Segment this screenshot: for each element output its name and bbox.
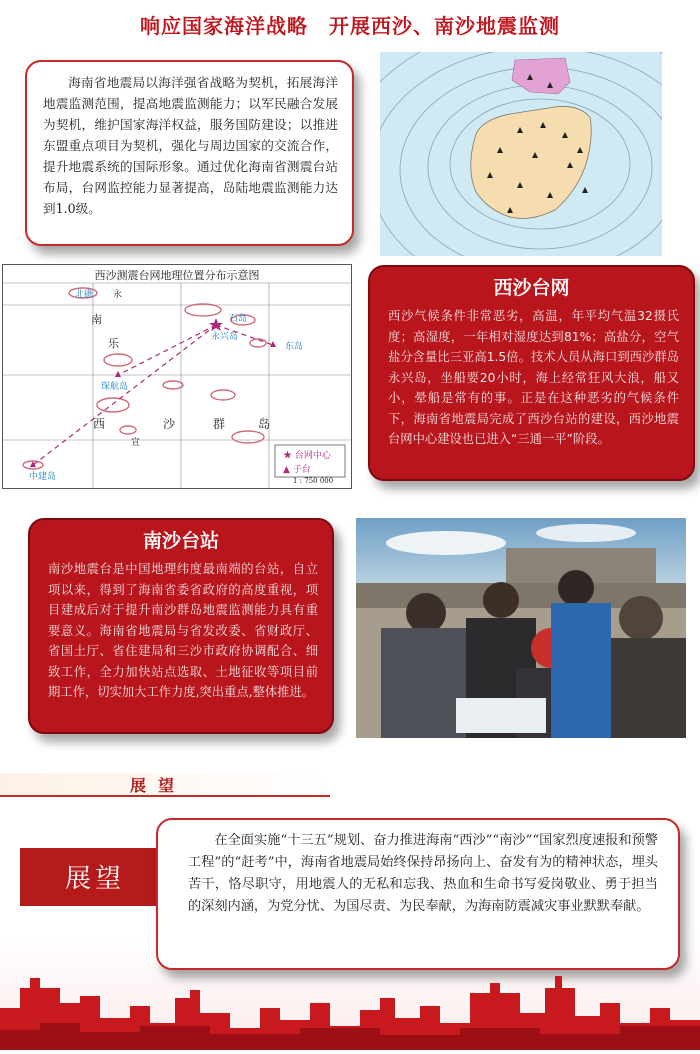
outlook-label: 展望 — [64, 864, 125, 894]
map-label-chenhang: 琛航岛 — [101, 382, 129, 392]
field-work-photo — [356, 518, 686, 738]
map-label-dao: 岛 — [258, 417, 271, 431]
xisha-map-title: 西沙测震台网地理位置分布示意图 — [94, 269, 260, 282]
page-title: 响应国家海洋战略 开展西沙、南沙地震监测 — [140, 14, 560, 38]
map-label-xi: 西 — [93, 417, 106, 431]
nansha-heading: 南沙台站 — [142, 530, 219, 552]
xisha-text: 西沙气候条件非常恶劣，高温，年平均气温32摄氏度；高湿度，一年相对湿度达到81%；高盐分，空气盐分含量比三亚高1.5倍。技术人员从海口到西沙群岛永兴岛，坐船要20小时，海上经常狂风大浪，船又小，晕船是常有的事。正是在这种恶劣的气候条件下，海南省地震局完成了西沙台站的建设，西沙地震台网中心建设也已进入“三通一平”阶段。 — [388, 309, 679, 446]
nansha-card — [28, 518, 334, 734]
hainan-seismic-map — [380, 52, 662, 256]
map-label-qun: 群 — [213, 417, 226, 431]
xisha-network-map — [2, 264, 352, 489]
xisha-card — [368, 265, 695, 481]
map-label-sha: 沙 — [163, 417, 176, 431]
map-label-zhongjian: 中建岛 — [29, 472, 57, 482]
map-label-dongdao: 东岛 — [285, 342, 304, 352]
photo-graphic — [356, 518, 686, 738]
map-label-le: 乐 — [108, 337, 119, 350]
xisha-heading: 西沙台网 — [493, 277, 570, 299]
legend-center: ★ 台网中心 — [283, 451, 331, 461]
intro-card — [25, 60, 354, 246]
skyline-graphic — [0, 968, 700, 1050]
city-skyline-decoration — [0, 968, 700, 1050]
map-label-shidao: 石岛 — [229, 314, 248, 324]
map-label-yong: 永 — [113, 290, 123, 300]
map-label-xuan: 宣 — [131, 438, 141, 448]
outlook-header: 展望 — [130, 776, 187, 795]
map-label-beijiao: 北礁 — [75, 290, 94, 300]
outlook-divider — [0, 795, 330, 797]
intro-text: 海南省地震局以海洋强省战略为契机，拓展海洋地震监测范围，提高地震监测能力；以军民融合发展为契机，维护国家海洋权益，服务国防建设；以推进东盟重点项目为契机，强化与周边国家的交流合作，提升地震系统的国际形象。通过优化海南省测震台站布局，台网监控能力显著提高，岛陆地震监测能力达到1.0级。 — [43, 75, 338, 216]
legend-substation: ▲ 子台 — [283, 465, 311, 475]
outlook-text: 在全面实施“十三五”规划、奋力推进海南“西沙”“南沙”“国家烈度速报和预警工程”的“赶考”中，海南省地震局始终保持昂扬向上、奋发有为的精神状态，埋头苦干，恪尽职守，用地震人的无私和忘我、热血和生命书写爱岗敬业、勇于担当的深刻内涵，为党分忧、为国尽责、为民奉献，为海南防震减灾事业默默奉献。 — [188, 833, 658, 914]
hainan-map-graphic — [380, 52, 662, 256]
map-label-nan: 南 — [91, 313, 102, 326]
outlook-card — [156, 818, 680, 970]
map-scale: 1 : 750 000 — [293, 477, 334, 485]
nansha-text: 南沙地震台是中国地理纬度最南端的台站，自立项以来，得到了海南省委省政府的高度重视，项目建成后对于提升南沙群岛地震监测能力具有重要意义。海南省地震局与省发改委、省财政厅、省国土厅、省住建局和三沙市政府协调配合、细致工作，全力加快站点选取、土地征收等项目前期工作，切实加大工作力度,突出重点,整体推进。 — [48, 562, 318, 699]
map-label-yongxing: 永兴岛 — [211, 332, 239, 342]
